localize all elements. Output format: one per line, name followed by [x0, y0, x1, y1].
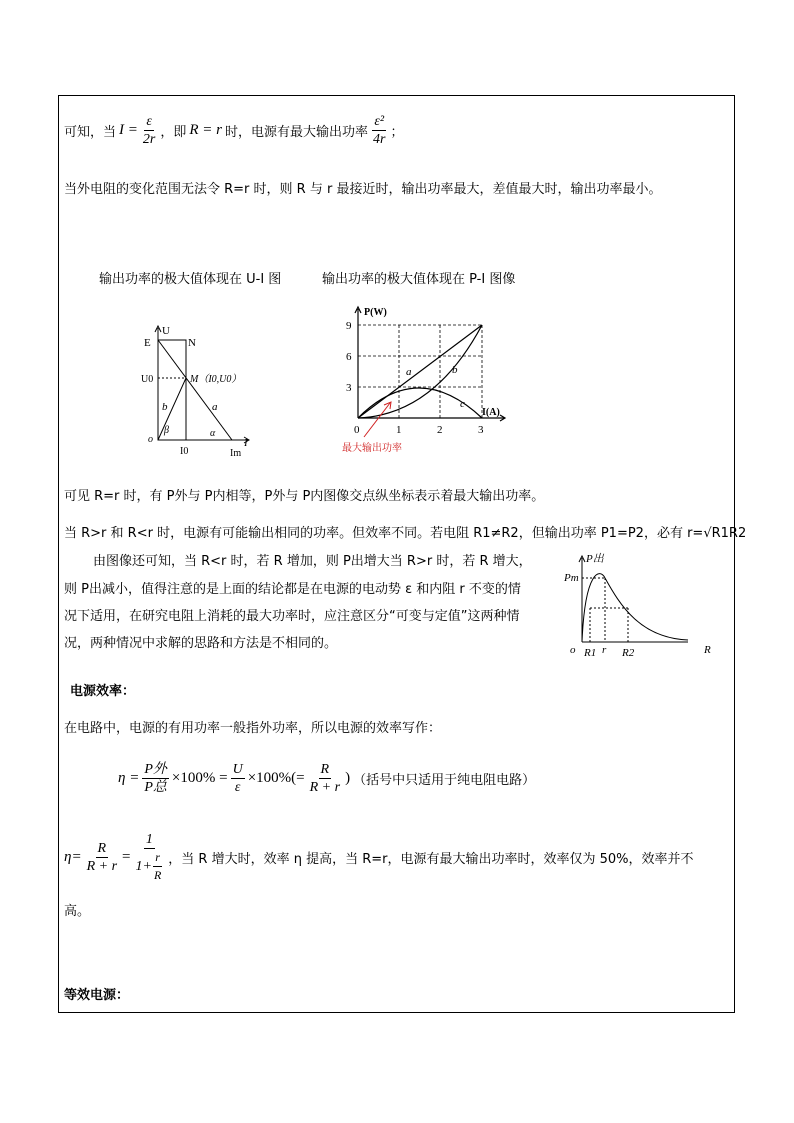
max-power-annotation: 最大输出功率 — [342, 443, 402, 454]
caption-ui-graph: 输出功率的极大值体现在 U-I 图 — [99, 272, 282, 287]
label-m: M（I0,U0） — [190, 374, 242, 385]
paragraph-efficiency-intro: 在电路中，电源的有用功率一般指外功率，所以电源的效率写作： — [64, 721, 442, 736]
xtick-0: 0 — [354, 424, 360, 436]
label-i0: I0 — [180, 446, 189, 457]
paragraph-range-note: 当外电阻的变化范围无法令 R=r 时，则 R 与 r 最接近时，输出功率最大，差值最大时，输出功率最小。 — [64, 182, 662, 197]
label-n: N — [188, 337, 196, 349]
paragraph-trend-3: 况下适用，在研究电阻上消耗的最大功率时，应注意区分“可变与定值”这两种情 — [64, 609, 520, 624]
xtick-3: 3 — [478, 424, 484, 436]
label-u0: U0 — [141, 374, 154, 385]
pi-label-c: c — [460, 398, 465, 410]
efficiency-formula: η = $\frac{\text{P外}}{\text{P总}}$ ×100% = $\frac{U}{\varepsilon}$ ×100%(= $\frac{R}{R + r}$ ) （括号中只适用于纯电阻电路） — [118, 761, 536, 795]
paragraph-trend-4: 况，两种情况中求解的思路和方法是不相同的。 — [64, 636, 338, 651]
pr-o: o — [570, 644, 576, 656]
axis-i-label: I — [244, 437, 248, 449]
pi-ylabel: P(W) — [364, 307, 387, 318]
pr-pm: Pm — [564, 572, 579, 584]
pi-graph — [334, 303, 514, 455]
label-beta: β — [164, 425, 169, 436]
fraction-e-over-2r: $\frac{\varepsilon}{2r}$ — [142, 113, 156, 147]
ytick-9: 9 — [346, 320, 352, 332]
efficiency-text-end: 高。 — [64, 904, 91, 919]
xtick-1: 1 — [396, 424, 402, 436]
pi-xlabel: I(A) — [482, 407, 500, 418]
paragraph-trend-1: 由图像还可知，当 R<r 时，若 R 增加，则 P出增大当 R>r 时，若 R 增大， — [93, 554, 532, 569]
pr-graph — [560, 550, 720, 660]
efficiency-formula-2: η= $\frac{R}{R + r}$ = 1 1+ $\frac{r}{R}$ ，当 R 增大时，效率 η 提高，当 R=r，电源有最大输出功率时，效率仅为 50%，效率并不 — [64, 831, 694, 882]
ytick-3: 3 — [346, 382, 352, 394]
pr-r2: R2 — [622, 647, 635, 659]
label-o: o — [148, 434, 153, 445]
paragraph-same-power: 当 R>r 和 R<r 时，电源有可能输出相同的功率。但效率不同。若电阻 R1≠R2，但输出功率 P1=P2，必有 r=√R1R2 — [64, 526, 747, 541]
max-power-condition: 可知，当 I = $\frac{\varepsilon}{2r}$ ，即 R = r 时，电源有最大输出功率 $\frac{\text{ε²}}{4r}$ ； — [64, 113, 404, 147]
pi-label-b: b — [452, 364, 458, 376]
heading-efficiency: 电源效率： — [70, 684, 136, 699]
label-e: E — [144, 337, 151, 349]
heading-equivalent-source: 等效电源： — [64, 988, 130, 1003]
label-im: Im — [230, 448, 242, 459]
ui-graph — [140, 318, 255, 460]
paragraph-equal-power: 可见 R=r 时，有 P外与 P内相等，P外与 P内图像交点纵坐标表示着最大输出功率。 — [64, 489, 545, 504]
label-b: b — [162, 401, 168, 413]
xtick-2: 2 — [437, 424, 443, 436]
pi-label-a: a — [406, 366, 412, 378]
label-a: a — [212, 401, 218, 413]
fraction-e2-over-4r: $\frac{\text{ε²}}{4r}$ — [373, 113, 386, 147]
pr-r1: R1 — [584, 647, 597, 659]
paragraph-trend-2: 则 P出减小，值得注意的是上面的结论都是在电源的电动势 ε 和内阻 r 不变的情 — [64, 582, 521, 597]
pr-xlabel: R — [704, 644, 711, 656]
axis-u-label: U — [162, 325, 170, 337]
label-alpha: α — [210, 428, 216, 439]
pr-r: r — [602, 644, 607, 656]
caption-pi-graph: 输出功率的极大值体现在 P-I 图像 — [322, 272, 516, 287]
pr-ylabel: P出 — [586, 553, 604, 565]
ytick-6: 6 — [346, 351, 352, 363]
